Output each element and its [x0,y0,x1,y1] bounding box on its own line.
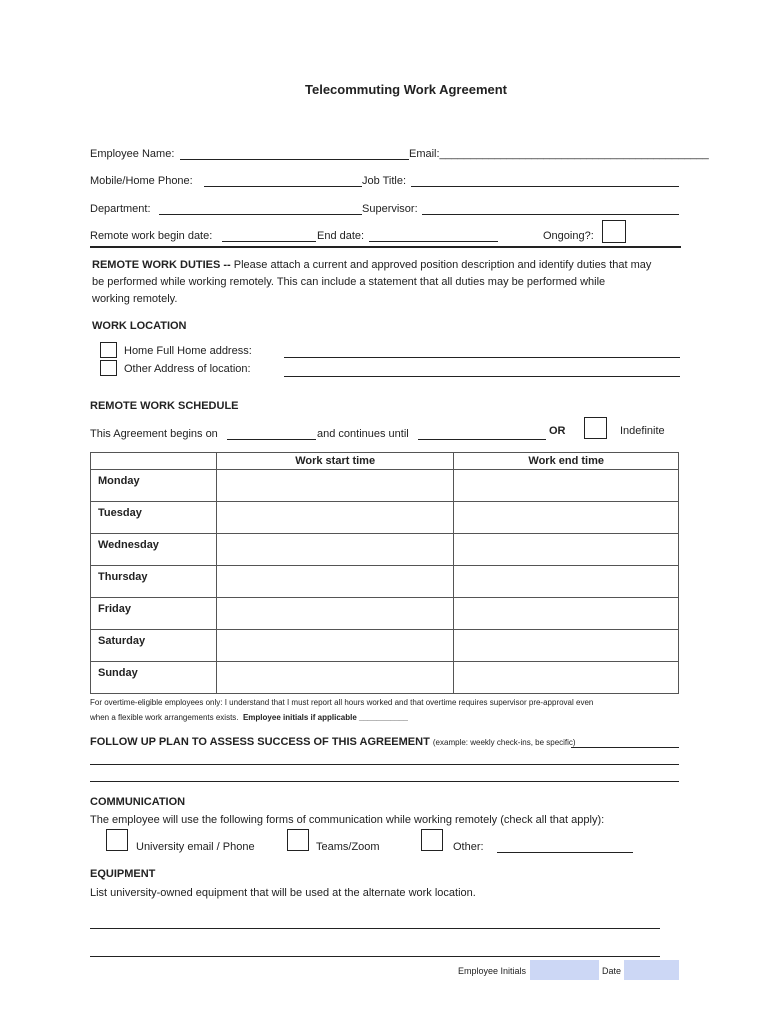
table-row [91,630,679,662]
agreement-begins-label: This Agreement begins on [90,428,218,440]
job-title-field[interactable] [411,186,679,187]
overtime-note-2-text: when a flexible work arrangements exists. [90,713,239,722]
job-title-label: Job Title: [362,175,407,187]
schedule-heading: REMOTE WORK SCHEDULE [90,400,239,412]
employee-initials-label: Employee Initials [458,966,527,976]
email-label[interactable]: Email:____________________________________________ [409,148,709,160]
employee-initials-overtime[interactable]: Employee initials if applicable ___________ [242,713,408,722]
table-row [91,662,679,694]
duties-line-2: be performed while working remotely. This can include a statement that all duties may be performed while [92,276,606,288]
followup-heading-line [90,736,576,748]
equipment-field-2[interactable] [90,956,660,957]
email-phone-label: University email / Phone [136,841,255,853]
followup-field-3[interactable] [90,781,679,782]
overtime-note-1: For overtime-eligible employees only: I understand that I must report all hours worked and that overtime requires supervisor pre-approval even [90,698,594,707]
duties-line-3: working remotely. [92,293,178,305]
other-communication-field[interactable] [497,852,633,853]
schedule-table [90,452,679,694]
home-address-label: Home Full Home address: [124,345,252,357]
equipment-intro: List university-owned equipment that will be used at the alternate work location. [90,887,476,899]
teams-zoom-label: Teams/Zoom [316,841,380,853]
table-row [91,598,679,630]
phone-field[interactable] [204,186,362,187]
supervisor-label: Supervisor: [362,203,418,215]
communication-intro: The employee will use the following forms of communication while working remotely (check all that apply): [90,814,605,826]
continues-until-label: and continues until [317,428,409,440]
ongoing-checkbox[interactable] [602,220,626,243]
indefinite-checkbox[interactable] [584,417,607,439]
begin-date-label: Remote work begin date: [90,230,213,242]
followup-field-2[interactable] [90,764,679,765]
page-title: Telecommuting Work Agreement [305,82,508,97]
day-label: Tuesday [91,502,217,534]
end-time-cell[interactable] [454,598,679,630]
agreement-begin-field[interactable] [227,439,316,440]
overtime-note-2 [90,713,408,722]
ongoing-label: Ongoing?: [543,230,594,242]
end-time-cell[interactable] [454,630,679,662]
table-row [91,470,679,502]
day-label: Sunday [91,662,217,694]
table-row [91,502,679,534]
day-label: Friday [91,598,217,630]
table-row [91,534,679,566]
other-address-field[interactable] [284,376,680,377]
start-time-cell[interactable] [216,502,454,534]
start-time-cell[interactable] [216,630,454,662]
employee-name-label: Employee Name: [90,148,175,160]
other-address-label: Other Address of location: [124,363,251,375]
end-time-cell[interactable] [454,502,679,534]
home-address-field[interactable] [284,357,680,358]
or-label: OR [549,425,566,437]
day-column-header [91,453,217,470]
end-time-cell[interactable] [454,470,679,502]
other-label: Other: [453,841,484,853]
end-time-cell[interactable] [454,566,679,598]
end-time-cell[interactable] [454,662,679,694]
end-time-header: Work end time [454,453,679,470]
schedule-header-row [91,453,679,470]
duties-heading: REMOTE WORK DUTIES -- [92,259,231,271]
home-address-checkbox[interactable] [100,342,117,358]
day-label: Thursday [91,566,217,598]
duties-line-1 [92,259,651,271]
email-phone-checkbox[interactable] [106,829,128,851]
day-label: Saturday [91,630,217,662]
day-label: Monday [91,470,217,502]
table-row [91,566,679,598]
end-date-label: End date: [317,230,365,242]
teams-zoom-checkbox[interactable] [287,829,309,851]
continues-until-field[interactable] [418,439,546,440]
other-checkbox[interactable] [421,829,443,851]
equipment-field-1[interactable] [90,928,660,929]
followup-example: (example: weekly check-ins, be specific) [432,738,576,747]
date-label: Date [602,966,622,976]
begin-date-field[interactable] [222,241,316,242]
section-divider [90,246,681,248]
supervisor-field[interactable] [422,214,679,215]
communication-heading: COMMUNICATION [90,796,186,808]
day-label: Wednesday [91,534,217,566]
department-field[interactable] [159,214,362,215]
end-time-cell[interactable] [454,534,679,566]
department-label: Department: [90,203,151,215]
phone-label: Mobile/Home Phone: [90,175,193,187]
work-location-heading: WORK LOCATION [92,320,187,332]
start-time-header: Work start time [216,453,454,470]
start-time-cell[interactable] [216,470,454,502]
other-address-checkbox[interactable] [100,360,117,376]
end-date-field[interactable] [369,241,498,242]
indefinite-label: Indefinite [620,425,665,437]
followup-heading: FOLLOW UP PLAN TO ASSESS SUCCESS OF THIS AGREEMENT [90,736,430,748]
followup-field-1[interactable] [571,747,679,748]
start-time-cell[interactable] [216,566,454,598]
start-time-cell[interactable] [216,662,454,694]
start-time-cell[interactable] [216,598,454,630]
duties-text-1: Please attach a current and approved position description and identify duties that may [233,259,652,271]
employee-name-field[interactable] [180,159,409,160]
employee-initials-field[interactable] [530,960,599,980]
start-time-cell[interactable] [216,534,454,566]
date-field[interactable] [624,960,679,980]
equipment-heading: EQUIPMENT [90,868,156,880]
